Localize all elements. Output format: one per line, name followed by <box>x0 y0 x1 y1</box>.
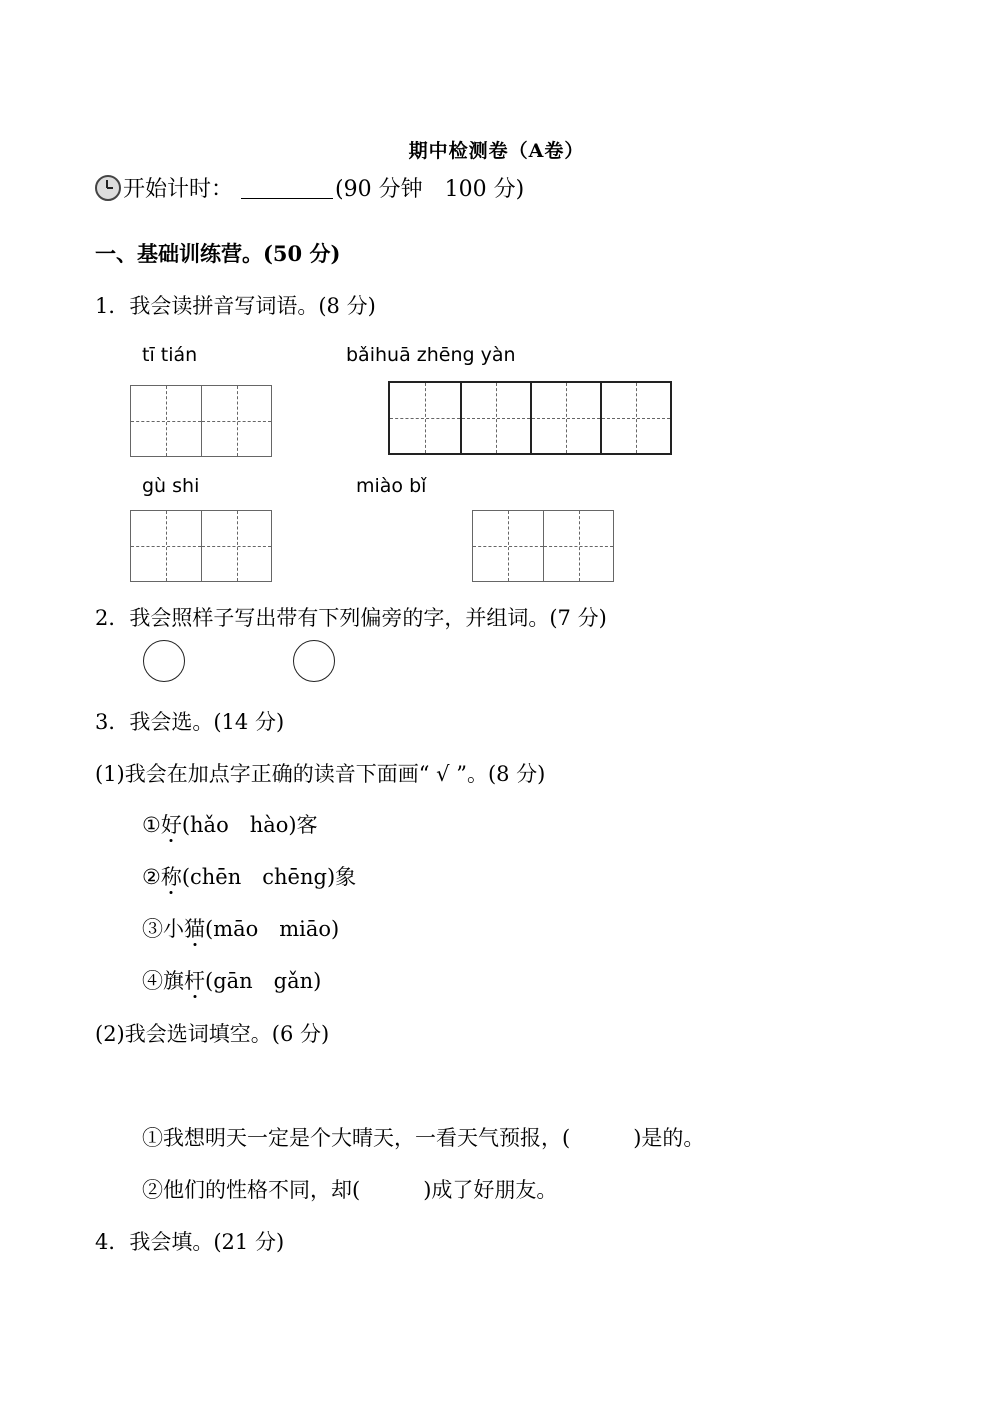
timer-blank[interactable] <box>241 176 333 199</box>
question-1: 1．我会读拼音写词语。(8 分) <box>95 294 376 318</box>
radical-circle-2[interactable] <box>293 640 335 682</box>
radical-circle-1[interactable] <box>143 640 185 682</box>
writing-grid-3[interactable] <box>130 510 272 582</box>
writing-grid-1[interactable] <box>130 385 272 457</box>
fill-sentence-2: ②他们的性格不同，却( )成了好朋友。 <box>142 1178 558 1202</box>
clock-icon <box>95 175 121 201</box>
pinyin-2: bǎihuā zhēng yàn <box>346 344 516 366</box>
option-4: ④旗杆(gān gǎn) <box>142 965 321 995</box>
timer-line <box>95 172 524 203</box>
option-2: ②称(chēn chēng)象 <box>142 861 356 891</box>
question-2: 2．我会照样子写出带有下列偏旁的字，并组词。(7 分) <box>95 606 607 630</box>
pinyin-3: gù shi <box>142 475 200 497</box>
question-3-part-2: (2)我会选词填空。(6 分) <box>95 1022 330 1046</box>
question-4: 4．我会填。(21 分) <box>95 1230 285 1254</box>
timer-info: (90 分钟 100 分) <box>335 177 525 202</box>
option-1: ①好(hǎo hào)客 <box>142 809 318 839</box>
option-3: ③小猫(māo miāo) <box>142 913 339 943</box>
writing-grid-2[interactable] <box>388 381 672 455</box>
pinyin-1: tī tián <box>142 344 198 366</box>
section-heading: 一、基础训练营。(50 分) <box>95 241 341 266</box>
pinyin-4: miào bǐ <box>356 475 427 497</box>
question-3: 3．我会选。(14 分) <box>95 710 285 734</box>
timer-label: 开始计时： <box>123 177 234 202</box>
fill-sentence-1: ①我想明天一定是个大晴天，一看天气预报，( )是的。 <box>142 1126 705 1150</box>
exam-title: 期中检测卷（A卷） <box>408 140 585 162</box>
question-3-part-1: (1)我会在加点字正确的读音下面画“ √ ”。(8 分) <box>95 762 546 786</box>
writing-grid-4[interactable] <box>472 510 614 582</box>
